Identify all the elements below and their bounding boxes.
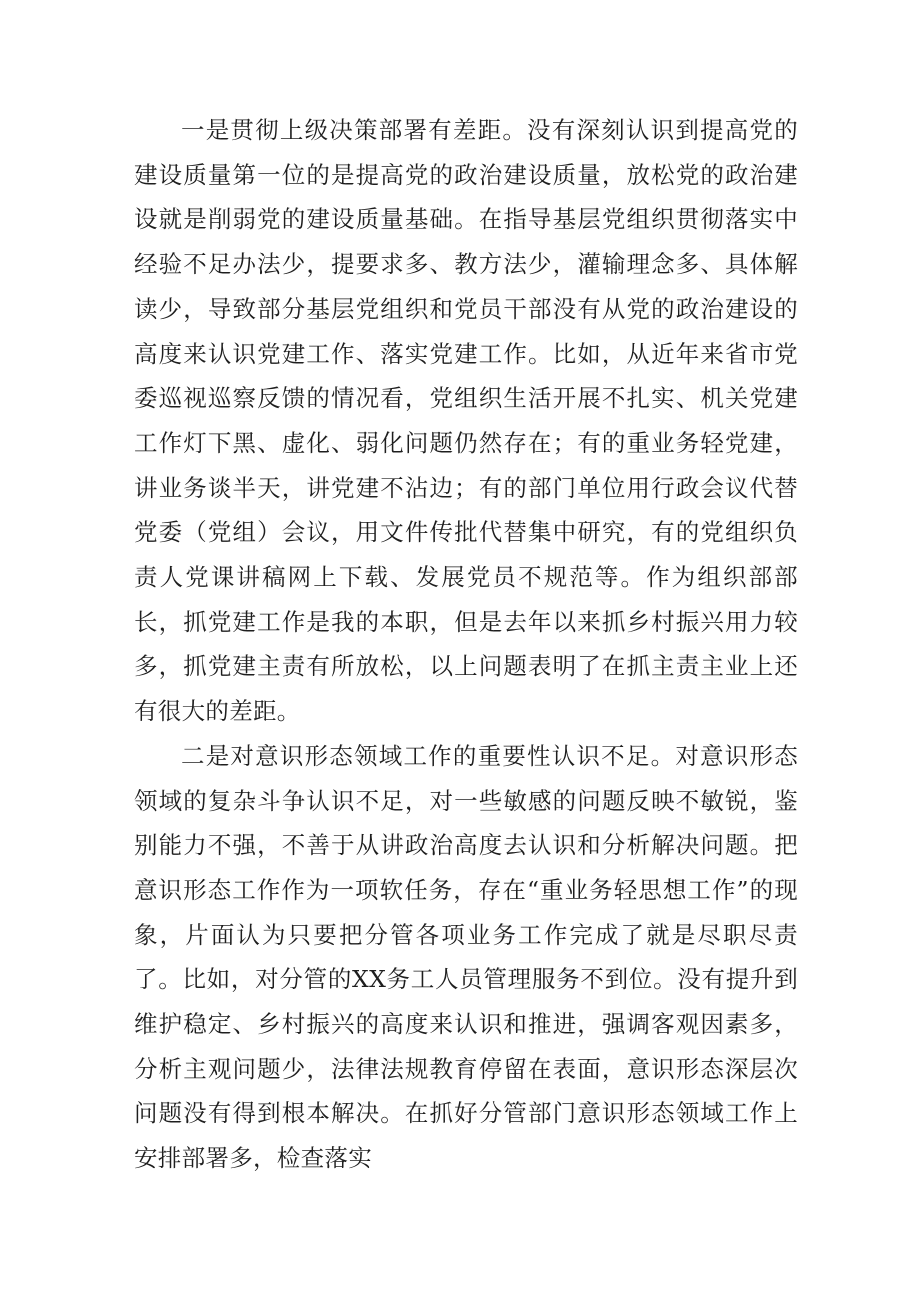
paragraph-1: 一是贯彻上级决策部署有差距。没有深刻认识到提高党的建设质量第一位的是提高党的政治建设质量，放松党的政治建设就是削弱党的建设质量基础。在指导基层党组织贯彻落实中经验不足办法少，提要求多、教方法少，灌输理念多、具体解读少，导致部分基层党组织和党员干部没有从党的政治建设的高度来认识党建工作、落实党建工作。比如，从近年来省市党委巡视巡察反馈的情况看，党组织生活开展不扎实、机关党建工作灯下黑、虚化、弱化问题仍然存在；有的重业务轻党建，讲业务谈半天，讲党建不沾边；有的部门单位用行政会议代替党委（党组）会议，用文件传批代替集中研究，有的党组织负责人党课讲稿网上下载、发展党员不规范等。作为组织部部长，抓党建工作是我的本职，但是去年以来抓乡村振兴用力较多，抓党建主责有所放松，以上问题表明了在抓主责主业上还有很大的差距。 bbox=[134, 116, 798, 726]
paragraph-2: 二是对意识形态领域工作的重要性认识不足。对意识形态领域的复杂斗争认识不足，对一些敏感的问题反映不敏锐，鉴别能力不强，不善于从讲政治高度去认识和分析解决问题。把意识形态工作作为一项软任务，存在“重业务轻思想工作”的现象，片面认为只要把分管各项业务工作完成了就是尽职尽责了。比如，对分管的XX务工人员管理服务不到位。没有提升到维护稳定、乡村振兴的高度来认识和推进，强调客观因素多，分析主观问题少，法律法规教育停留在表面，意识形态深层次问题没有得到根本解决。在抓好分管部门意识形态领域工作上安排部署多，检查落实 bbox=[134, 741, 798, 1173]
document-body bbox=[134, 108, 798, 1181]
